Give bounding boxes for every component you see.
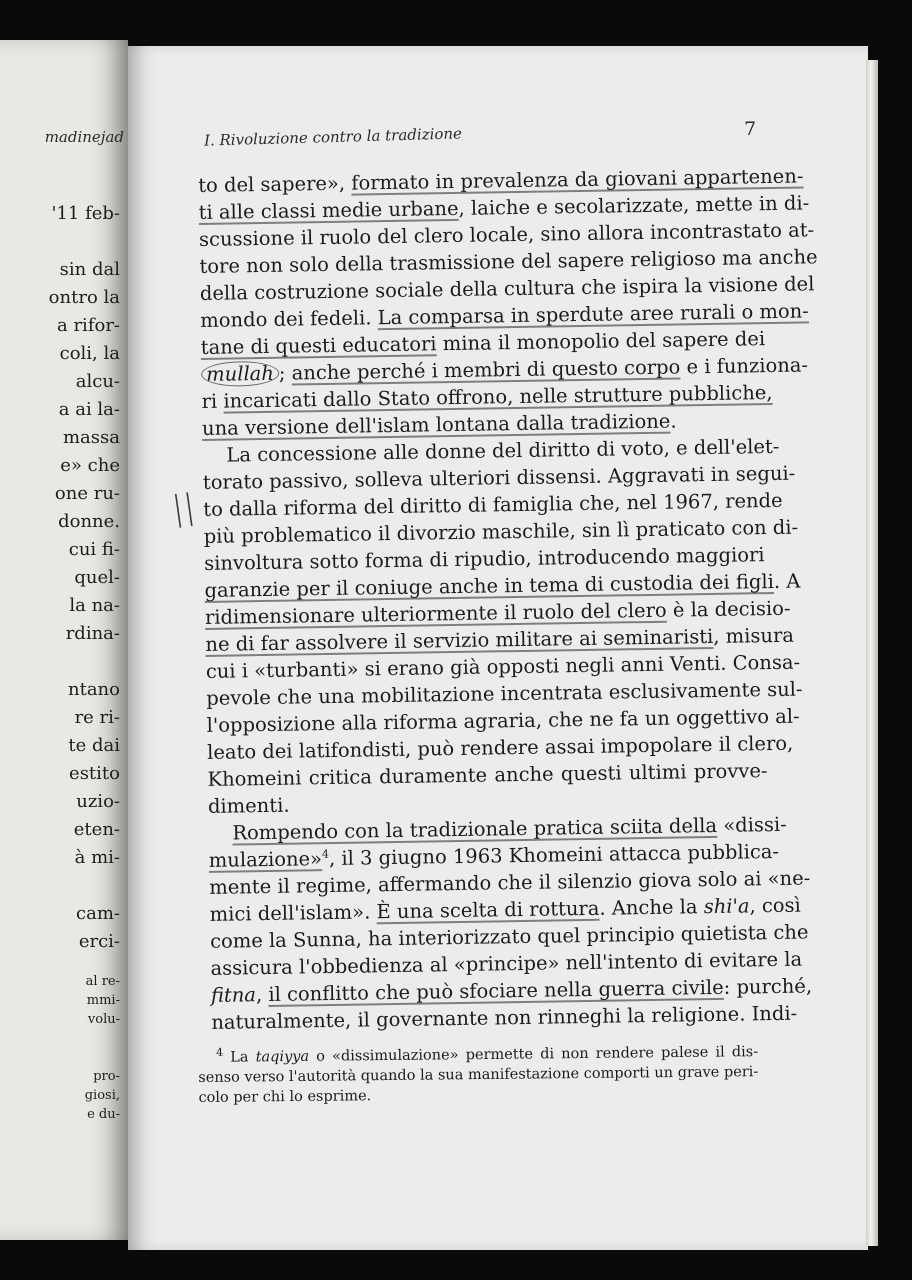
page-number: 7 [744,118,757,140]
text-line: una versione dell'islam lontana dalla tradizione. [201,409,677,440]
left-text-fragment: al re- [85,974,120,989]
text-line: garanzie per il coniuge anche in tema di custodia dei figli. A [204,569,801,602]
text-line: to del sapere», formato in prevalenza da giovani appartenen- [198,164,804,197]
left-text-fragment: erci- [78,931,120,952]
text-line: ne di far assolvere il servizio militare ai seminaristi, misura [205,623,795,656]
text-line: ridimensionare ulteriormente il ruolo del clero è la decisio- [204,596,791,629]
text-line: fitna, il conflitto che può sfociare nella guerra civile: purché, [210,974,813,1007]
text-line: ti alle classi medie urbane, laiche e secolarizzate, mette in di- [198,191,810,224]
circled-word: mullah [201,361,279,387]
footnote [198,1042,759,1108]
pencil-underline: formato in prevalenza da giovani appartenen- [351,164,804,195]
left-text-fragment: volu- [87,1012,120,1027]
left-text-fragment: estito [69,763,120,784]
left-text-fragment: ntano [68,679,120,700]
left-page-footnotes [2,972,120,1124]
pencil-underline: tane di questi educatori [200,332,437,359]
footnote-ref: 4 [321,847,330,861]
pencil-underline: incaricati dallo Stato offrono, nelle strutture pubbliche, [223,381,773,413]
left-text-fragment: alcu- [75,371,120,392]
left-text-fragment: a ai la- [58,399,120,420]
text-line: leato dei latifondisti, può rendere assai impopolare il clero, [206,731,794,764]
pencil-underline: il conflitto che può sfociare nella guerra civile [268,975,724,1006]
text-line: mulazione»$^4$, il 3 giugno 1963 Khomeini attacca pubblica- [208,839,780,872]
left-text-fragment: pro- [93,1069,120,1084]
left-text-fragment: re ri- [74,707,120,728]
text-line: mente il regime, affermando che il silenzio giova solo ai «ne- [209,866,811,899]
text-line: Rompendo con la tradizionale pratica sciita della «dissi- [232,812,787,845]
left-text-fragment [2,648,120,676]
page-edge [866,60,878,1246]
pencil-underline: La comparsa in sperdute aree rurali o mon- [377,299,809,330]
text-line: della costruzione sociale della cultura che ispira la visione del [199,272,815,305]
left-text-fragment: rdina- [65,623,120,644]
text-line: l'opposizione alla riforma agraria, che ne fa un oggettivo al- [206,704,800,737]
left-text-fragment: ontro la [48,287,120,308]
text-line: tore non solo della trasmissione del sapere religioso ma anche [199,245,818,278]
text-line: tane di questi educatori mina il monopolio del sapere dei [200,327,766,359]
text-line: pevole che una mobilitazione incentrata esclusivamente sul- [206,677,803,710]
pencil-underline: È una scelta di rottura [376,896,600,924]
left-text-fragment: donne. [58,511,120,532]
text-line: cui i «turbanti» si erano già opposti negli anni Venti. Consa- [205,650,801,683]
left-text-fragment: uzio- [76,791,120,812]
left-text-fragment [2,1048,120,1067]
pencil-underline: Rompendo con la tradizionale pratica sciita della [232,813,718,845]
pencil-underline: garanzie per il coniuge anche in tema di custodia dei figli [204,570,775,602]
text-line: assicura l'obbedienza al «principe» nell'intento di evitare la [210,947,803,980]
left-text-fragment: à mi- [74,847,120,868]
text-line: scussione il ruolo del clero locale, sino allora incontrastato at- [198,218,815,251]
left-text-fragment: e du- [87,1107,120,1122]
left-text-fragment: '11 feb- [51,203,120,224]
right-page [128,46,868,1250]
left-text-fragment: la na- [69,595,120,616]
running-head: I. Rivoluzione contro la tradizione [203,124,463,150]
pencil-underline: mulazione» [208,847,323,872]
left-page-text [2,200,120,956]
text-line: sinvoltura sotto forma di ripudio, introducendo maggiori [203,543,765,575]
text-line: dimenti. [207,793,290,818]
pencil-underline: una versione dell'islam lontana dalla tradizione [201,409,671,440]
text-line: come la Sunna, ha interiorizzato quel principio quietista che [209,920,809,953]
text-line: ri incaricati dallo Stato offrono, nelle strutture pubbliche, [201,381,773,413]
handwritten-margin-mark: || [169,486,198,530]
left-text-fragment [2,1029,120,1048]
left-text-fragment: massa [62,427,120,448]
left-text-fragment [2,872,120,900]
text-line: naturalmente, il governante non rinneghi la religione. Indi- [211,1001,798,1034]
left-text-fragment: quel- [74,567,120,588]
text-line: mondo dei fedeli. La comparsa in sperdute aree rurali o mon- [200,299,809,332]
left-text-fragment: one ru- [54,483,120,504]
left-text-fragment: te dai [68,735,120,756]
left-text-fragment: a rifor- [57,315,120,336]
pencil-underline: ridimensionare ulteriormente il ruolo del clero [204,598,667,629]
footnote-line: colo per chi lo esprime. [198,1088,372,1106]
left-text-fragment: mmi- [86,993,120,1008]
left-page [0,40,128,1240]
text-line: mullah ; anche perché i membri di questo corpo e i funziona- [201,352,761,388]
text-line: La concessione alle donne del diritto di voto, e dell'elet- [226,434,780,467]
pencil-underline: anche perché i membri di questo corpo [291,355,681,385]
left-text-fragment [2,228,120,256]
left-text-fragment: coli, la [59,343,120,364]
footnote-line: $^4$ La taqiyya o «dissimulazione» permette di non rendere palese il dis- [215,1044,759,1066]
left-text-fragment: cui fi- [68,539,120,560]
body-text [198,163,818,1036]
left-text-fragment: sin dal [59,259,120,280]
text-line: torato passivo, solleva ulteriori dissensi. Aggravati in segui- [202,461,796,494]
text-line: to dalla riforma del diritto di famiglia che, nel 1967, rende [203,488,783,521]
pencil-underline: ne di far assolvere il servizio militare ai seminaristi [205,624,714,656]
footnote-line: senso verso l'autorità quando la sua manifestazione comporti un grave peri- [198,1064,759,1086]
left-text-fragment: e» che [60,455,120,476]
text-line: mici dell'islam». È una scelta di rottura. Anche la shi'a, così [209,893,801,926]
left-text-fragment: giosi, [84,1088,120,1103]
left-text-fragment: cam- [76,903,120,924]
text-line: Khomeini critica duramente anche questi ultimi provve- [207,759,768,791]
pencil-underline: ti alle classi medie urbane [198,196,459,224]
text-line: più problematico il divorzio maschile, sin lì praticato con di- [203,515,799,548]
left-running-head: madinejad [44,128,124,146]
left-text-fragment: eten- [73,819,120,840]
